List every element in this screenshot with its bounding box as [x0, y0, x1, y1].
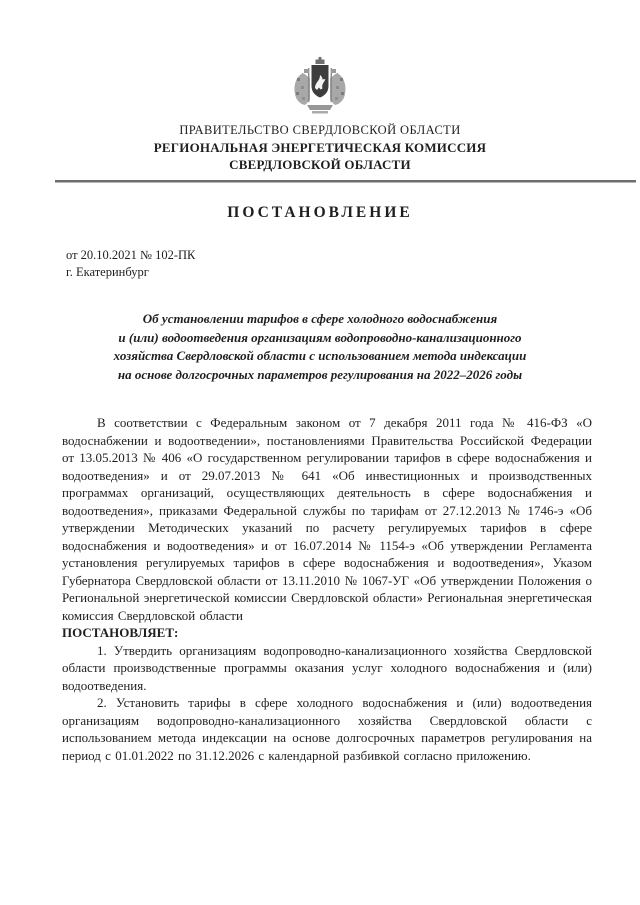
sverdlovsk-oblast-coat-of-arms-icon: [288, 56, 352, 118]
preamble-paragraph: В соответствии с Федеральным законом от 7 декабря 2011 года № 416-ФЗ «О водоснабжении и водоотведении», постановлениями Правительства Российской Федерации от 13.05.2013 № 406 «О государственном регулировании тарифов в сфере водоснабжения и водоотведения» и от 29.07.2013 № 641 «Об инвестиционных и производственных программах организаций, осуществляющих деятельность в сфере водоснабжения и водоотведения», приказами Федеральной службы по тарифам от 27.12.2013 № 1746-э «Об утверждении Методических указаний по расчету регулируемых тарифов в сфере водоснабжения и водоотведения» и от 16.07.2014 № 1154-э «Об утверждении Регламента установления регулируемых тарифов в сфере водоснабжения и водоотведения», Указом Губернатора Свердловской области от 13.11.2010 № 1067-УГ «Об утверждении Положения о Региональной энергетической комиссии Свердловской области» Региональная энергетическая комиссия Свердловской области: [62, 415, 592, 623]
org-name-line-2: РЕГИОНАЛЬНАЯ ЭНЕРГЕТИЧЕСКАЯ КОМИССИЯ: [153, 140, 487, 155]
resolution-item-1: 1. Утвердить организациям водопроводно-канализационного хозяйства Свердловской области производственные программы оказания услуг холодного водоснабжения и (или) водоотведения.: [62, 642, 592, 693]
city-line: г. Екатеринбург: [66, 264, 149, 279]
resolution-item-2: 2. Установить тарифы в сфере холодного водоснабжения и (или) водоотведения организациям водопроводно-канализационного хозяйства Свердловской области с использованием метода индексации на основе долгосрочных параметров регулирования на период с 01.01.2022 по 31.12.2026 с календарной разбивкой согласно приложению.: [62, 695, 592, 763]
resolves-label: ПОСТАНОВЛЯЕТ:: [62, 625, 179, 640]
org-name-line-1: ПРАВИТЕЛЬСТВО СВЕРДЛОВСКОЙ ОБЛАСТИ: [179, 123, 461, 137]
subject-line-2: и (или) водоотведения организациям водопроводно-канализационного: [118, 329, 522, 345]
date-number-line: от 20.10.2021 № 102-ПК: [66, 248, 196, 262]
subject-line-4: на основе долгосрочных параметров регулирования на 2022–2026 годы: [117, 366, 523, 382]
document-subject: [40, 310, 600, 384]
document-type-title: ПОСТАНОВЛЕНИЕ: [227, 204, 413, 221]
document-meta: [66, 247, 640, 280]
subject-line-3: хозяйства Свердловской области с использованием метода индексации: [113, 348, 527, 363]
document-body: [62, 414, 592, 764]
subject-line-1: Об установлении тарифов в сфере холодного водоснабжения: [142, 311, 498, 326]
org-name-line-3: СВЕРДЛОВСКОЙ ОБЛАСТИ: [229, 157, 411, 172]
header-divider: [55, 180, 636, 183]
